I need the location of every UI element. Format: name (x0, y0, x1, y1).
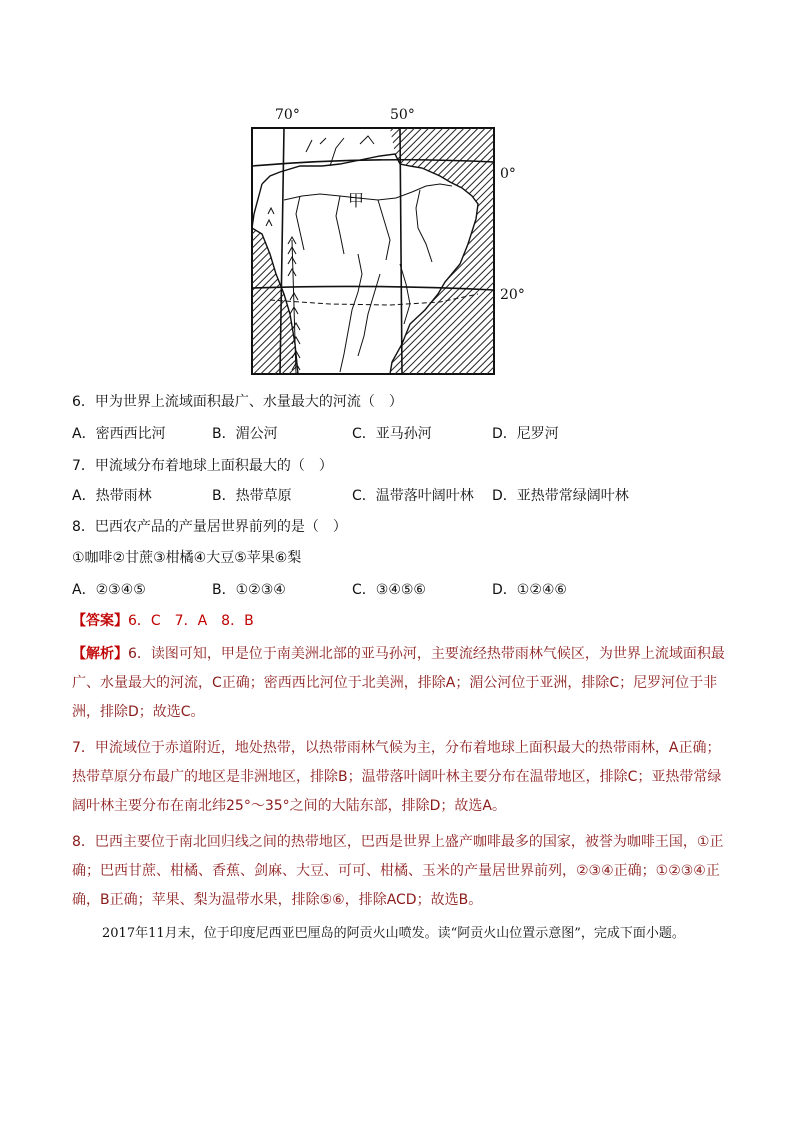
region-label-jia: 甲 (348, 191, 365, 210)
q8-option-d: D．①②④⑥ (492, 582, 567, 598)
question-6-stem: 6．甲为世界上流域面积最广、水量最大的河流（ ） (72, 394, 403, 410)
explanation-6 (72, 640, 727, 727)
map-drawing (240, 104, 530, 379)
question-8-stem: 8．巴西农产品的产量居世界前列的是（ ） (72, 519, 347, 535)
answer-line (72, 611, 254, 631)
q7-option-d: D．亚热带常绿阔叶林 (492, 488, 629, 504)
next-question-intro: 2017年11月末，位于印度尼西亚巴厘岛的阿贡火山喷发。读“阿贡火山位置示意图”，完成下面小题。 (102, 926, 685, 941)
q6-option-c: C．亚马孙河 (352, 426, 432, 442)
explanation-7: 7．甲流域位于赤道附近，地处热带，以热带雨林气候为主，分布着地球上面积最大的热带雨林，A正确；热带草原分布最广的地区是非洲地区，排除B；温带落叶阔叶林主要分布在温带地区，排除C；亚热带常绿阔叶林主要分布在南北纬25°～35°之间的大陆东部，排除D；故选A。 (72, 740, 722, 814)
longitude-label-70: 70° (275, 107, 300, 123)
explanation-tag: 【解析】 (72, 646, 128, 662)
q7-option-a: A．热带雨林 (72, 488, 152, 504)
q6-option-a: A．密西西比河 (72, 426, 166, 442)
answer-text: 6．C 7．A 8．B (128, 613, 254, 629)
south-america-map (240, 104, 530, 379)
q8-option-a: A．②③④⑤ (72, 582, 146, 598)
q8-option-b: B．①②③④ (212, 582, 286, 598)
q6-option-d: D．尼罗河 (492, 426, 559, 442)
explanation-8: 8．巴西主要位于南北回归线之间的热带地区，巴西是世界上盛产咖啡最多的国家，被誉为咖啡王国，①正确；巴西甘蔗、柑橘、香蕉、剑麻、大豆、可可、柑橘、玉米的产量居世界前列，②③④正确；①②③④正确，B正确；苹果、梨为温带水果，排除⑤⑥，排除ACD；故选B。 (72, 834, 724, 908)
question-8-items: ①咖啡②甘蔗③柑橘④大豆⑤苹果⑥梨 (72, 550, 302, 566)
q6-option-b: B．湄公河 (212, 426, 278, 442)
answer-tag: 【答案】 (72, 613, 128, 629)
longitude-label-50: 50° (390, 107, 415, 123)
question-7-stem: 7．甲流域分布着地球上面积最大的（ ） (72, 458, 333, 474)
latitude-label-20: 20° (500, 287, 525, 303)
q7-option-b: B．热带草原 (212, 488, 292, 504)
latitude-label-0: 0° (500, 166, 516, 182)
explanation-6-text: 6．读图可知，甲是位于南美洲北部的亚马孙河，主要流经热带雨林气候区，为世界上流域面积最广、水量最大的河流，C正确；密西西比河位于北美洲，排除A；湄公河位于亚洲，排除C；尼罗河位于非洲，排除D；故选C。 (72, 646, 725, 720)
q7-option-c: C．温带落叶阔叶林 (352, 488, 474, 504)
q8-option-c: C．③④⑤⑥ (352, 582, 426, 598)
